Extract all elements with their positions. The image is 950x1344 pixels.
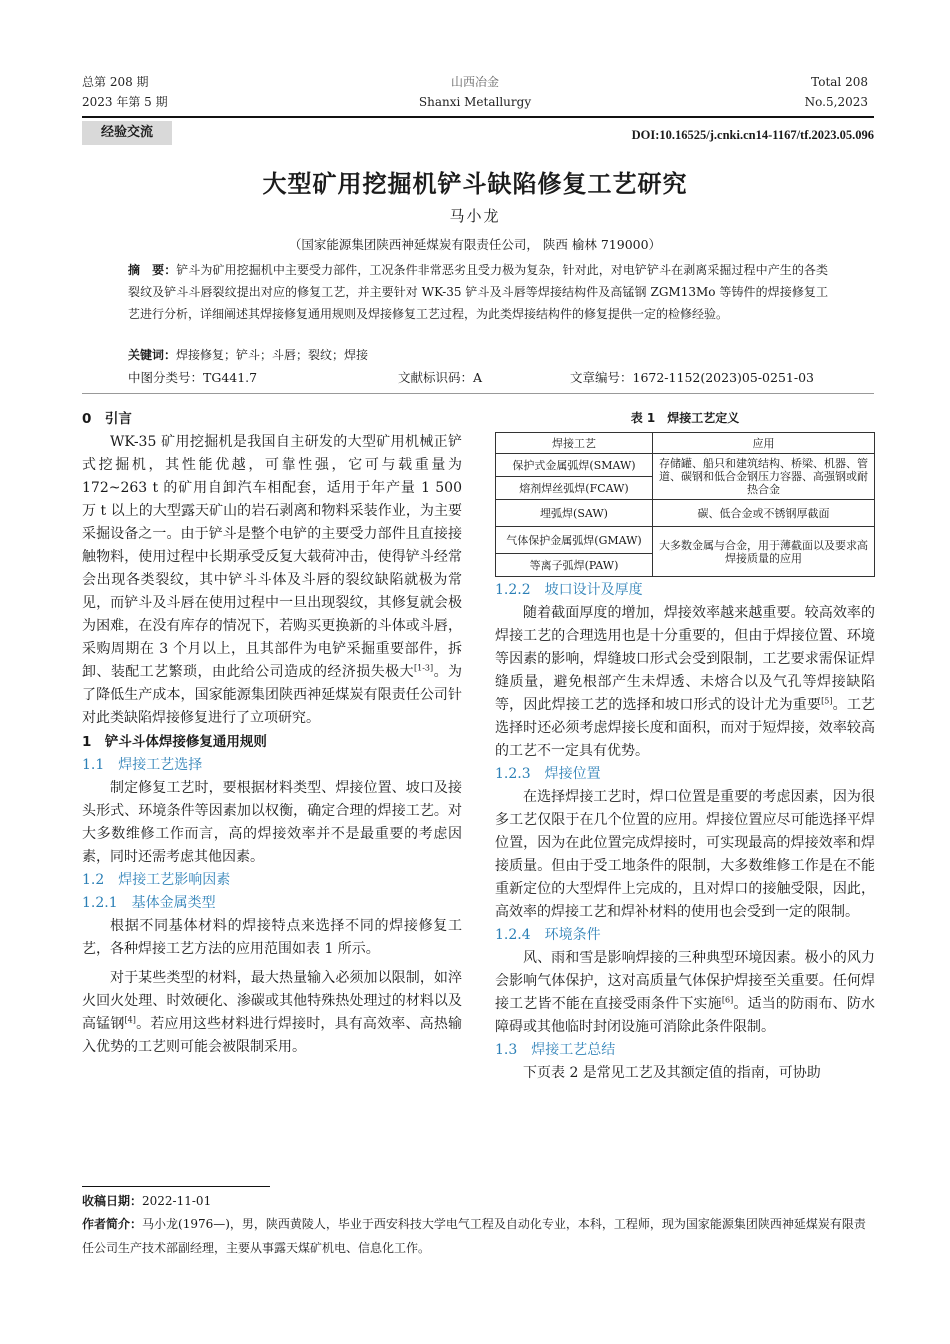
paragraph: 下页表 2 是常见工艺及其额定值的指南，可协助	[523, 1065, 821, 1081]
section-0-heading: 0 引言	[82, 411, 132, 427]
author-bio: 作者简介：马小龙(1976—)，男，陕西黄陵人，毕业于西安科技大学电气工程及自动化专业，本科，工程师，现为国家能源集团陕西神延煤炭有限责任公司生产技术部副经理，主要从事露天煤矿机电、信息化工作。	[82, 1217, 866, 1255]
total-issue-en: Total 208	[811, 75, 868, 89]
paragraph: 在选择焊接工艺时，焊口位置是重要的考虑因素，因为很多工艺仅限于在几个位置的应用。焊接位置应尽可能选择平焊位置，因为在此位置完成焊接时，可实现最高的焊接效率和焊接质量。但由于受工地条件的限制，大多数维修工作是在不能重新定位的大型焊件上完成的，且对焊口的接触受限，因此，高效率的焊接工艺和焊补材料的使用也会受到一定的限制。	[495, 789, 875, 920]
table-header-process: 焊接工艺	[496, 433, 653, 454]
citation[interactable]: [5]	[821, 696, 833, 706]
table-cell-process: 保护式金属弧焊(SMAW)	[496, 454, 653, 477]
received-date: 收稿日期：2022-11-01	[82, 1194, 212, 1208]
affiliation: （国家能源集团陕西神延煤炭有限责任公司， 陕西 榆林 719000）	[288, 237, 662, 252]
paragraph: WK-35 矿用挖掘机是我国自主研发的大型矿用机械正铲式挖掘机，其性能优越，可靠性强，它可与载重量为 172~263 t 的矿用自卸汽车相配套，适用于年产量 1 500 万 t 以上的大型露天矿山的岩石剥离和物料采装作业，为主要采掘设备之一。由于铲斗是整个电铲的主要受力部件且直接接触物料，使用过程中长期承受反复大载荷冲击，使得铲斗经常会出现各类裂纹，其中铲斗斗体及斗唇的裂纹缺陷就极为常见，而铲斗及斗唇在使用过程中一旦出现裂纹，其修复就会极为困难，在没有库存的情况下，若购买更换新的斗体或斗唇，采购周期在 3 个月以上，且其部件为电铲采掘重要部件，拆卸、装配工艺繁琐，由此给公司造成的经济损失极大[1-3]。为了降低生产成本，国家能源集团陕西神延煤炭有限责任公司针对此类缺陷焊接修复进行了立项研究。	[82, 434, 463, 726]
table-cell-application: 碳、低合金或不锈钢厚截面	[653, 500, 875, 527]
table-cell-application: 存储罐、船只和建筑结构、桥梁、机器、管道、碳钢和低合金钢压力容器、高强钢或耐热合金	[653, 454, 875, 500]
table-cell-process: 熔剂焊丝弧焊(FCAW)	[496, 477, 653, 500]
journal-name-cn: 山西冶金	[450, 75, 499, 89]
table-cell-process: 气体保护金属弧焊(GMAW)	[496, 527, 653, 554]
issue-year: 2023 年第 5 期	[82, 95, 168, 109]
section-1-2-2-heading: 1.2.2 坡口设计及厚度	[495, 582, 643, 598]
paragraph: 对于某些类型的材料，最大热量输入必须加以限制，如淬火回火处理、时效硬化、渗碳或其他特殊热处理过的材料以及高锰钢[4]。若应用这些材料进行焊接时，具有高效率、高热输入优势的工艺则可能会被限制采用。	[82, 970, 463, 1055]
citation[interactable]: [4]	[124, 1015, 136, 1025]
table-cell-process: 等离子弧焊(PAW)	[496, 554, 653, 577]
abstract-rule	[82, 393, 874, 394]
keywords-text: 焊接修复；铲斗；斗唇；裂纹；焊接	[176, 348, 369, 362]
header-right	[805, 72, 868, 112]
paragraph: 风、雨和雪是影响焊接的三种典型环境因素。极小的风力会影响气体保护，这对高质量气体保护焊接至关重要。任何焊接工艺皆不能在直接受雨条件下实施[6]。适当的防雨布、防水障碍或其他临时封闭设施可消除此条件限制。	[495, 950, 876, 1035]
paragraph: 制定修复工艺时，要根据材料类型、焊接位置、坡口及接头形式、环境条件等因素加以权衡，确定合理的焊接工艺。对大多数维修工作而言，高的焊接效率并不是最重要的考虑因素，同时还需考虑其他因素。	[82, 780, 462, 865]
paragraph: 根据不同基体材料的焊接特点来选择不同的焊接修复工艺，各种焊接工艺方法的应用范围如表 1 所示。	[82, 918, 462, 957]
author: 马小龙	[449, 207, 501, 225]
table-cell-application: 大多数金属与合金，用于薄截面以及要求高焊接质量的应用	[653, 527, 875, 577]
table-header-application: 应用	[653, 433, 875, 454]
citation[interactable]: [1-3]	[414, 663, 434, 673]
section-1-2-3-heading: 1.2.3 焊接位置	[495, 766, 601, 782]
footnote-rule	[82, 1186, 270, 1187]
abstract	[128, 259, 828, 325]
abstract-text: 铲斗为矿用挖掘机中主要受力部件，工况条件非常恶劣且受力极为复杂，针对此，对电铲铲斗在剥离采掘过程中产生的各类裂纹及铲斗斗唇裂纹提出对应的修复工艺，并主要针对 WK-35 铲斗及斗唇等焊接结构件及高锰钢 ZGM13Mo 等铸件的焊接修复工艺进行分析，详细阐述其焊接修复通用规则及焊接修复工艺过程，为此类焊接结构件的修复提供一定的检修经验。	[128, 263, 828, 321]
section-1-2-1-heading: 1.2.1 基体金属类型	[82, 895, 216, 911]
section-1-1-heading: 1.1 焊接工艺选择	[82, 757, 203, 773]
keywords-label: 关键词：	[128, 348, 177, 362]
section-1-heading: 1 铲斗斗体焊接修复通用规则	[82, 734, 267, 750]
paragraph: 随着截面厚度的增加，焊接效率越来越重要。较高效率的焊接工艺的合理选用也是十分重要的，但由于焊接位置、环境等因素的影响，焊缝坡口形式会受到限制，工艺要求需保证焊缝质量，避免根部产生未焊透、未熔合以及气孔等焊接缺陷等，因此焊接工艺的选择和坡口形式的设计尤为重要[5]。工艺选择时还必须考虑焊接长度和面积，而对于短焊接，效率较高的工艺不一定具有优势。	[495, 605, 876, 759]
document-code: 文献标识码：A	[398, 370, 483, 385]
issue-number-en: No.5,2023	[804, 95, 868, 109]
section-1-3-heading: 1.3 焊接工艺总结	[495, 1042, 616, 1058]
section-tag: 经验交流	[82, 121, 172, 145]
header-rule	[82, 116, 874, 118]
article-title: 大型矿用挖掘机铲斗缺陷修复工艺研究	[262, 170, 688, 198]
table-1	[495, 432, 875, 577]
keywords	[128, 345, 368, 365]
abstract-label: 摘 要：	[128, 263, 177, 277]
left-column	[82, 407, 462, 1059]
journal-name-en: Shanxi Metallurgy	[418, 95, 532, 109]
clc-number: 中图分类号：TG441.7	[128, 370, 258, 385]
citation[interactable]: [6]	[721, 995, 734, 1005]
issue-total: 总第 208 期	[82, 75, 149, 89]
article-number: 文章编号：1672-1152(2023)05-0251-03	[570, 370, 814, 385]
section-1-2-heading: 1.2 焊接工艺影响因素	[82, 872, 231, 888]
section-1-2-4-heading: 1.2.4 环境条件	[495, 927, 601, 943]
table-cell-process: 埋弧焊(SAW)	[496, 500, 653, 527]
table-1-caption: 表 1 焊接工艺定义	[630, 411, 740, 425]
doi[interactable]: DOI:10.16525/j.cnki.cn14-1167/tf.2023.05.096	[631, 128, 874, 142]
right-column	[495, 579, 875, 1085]
